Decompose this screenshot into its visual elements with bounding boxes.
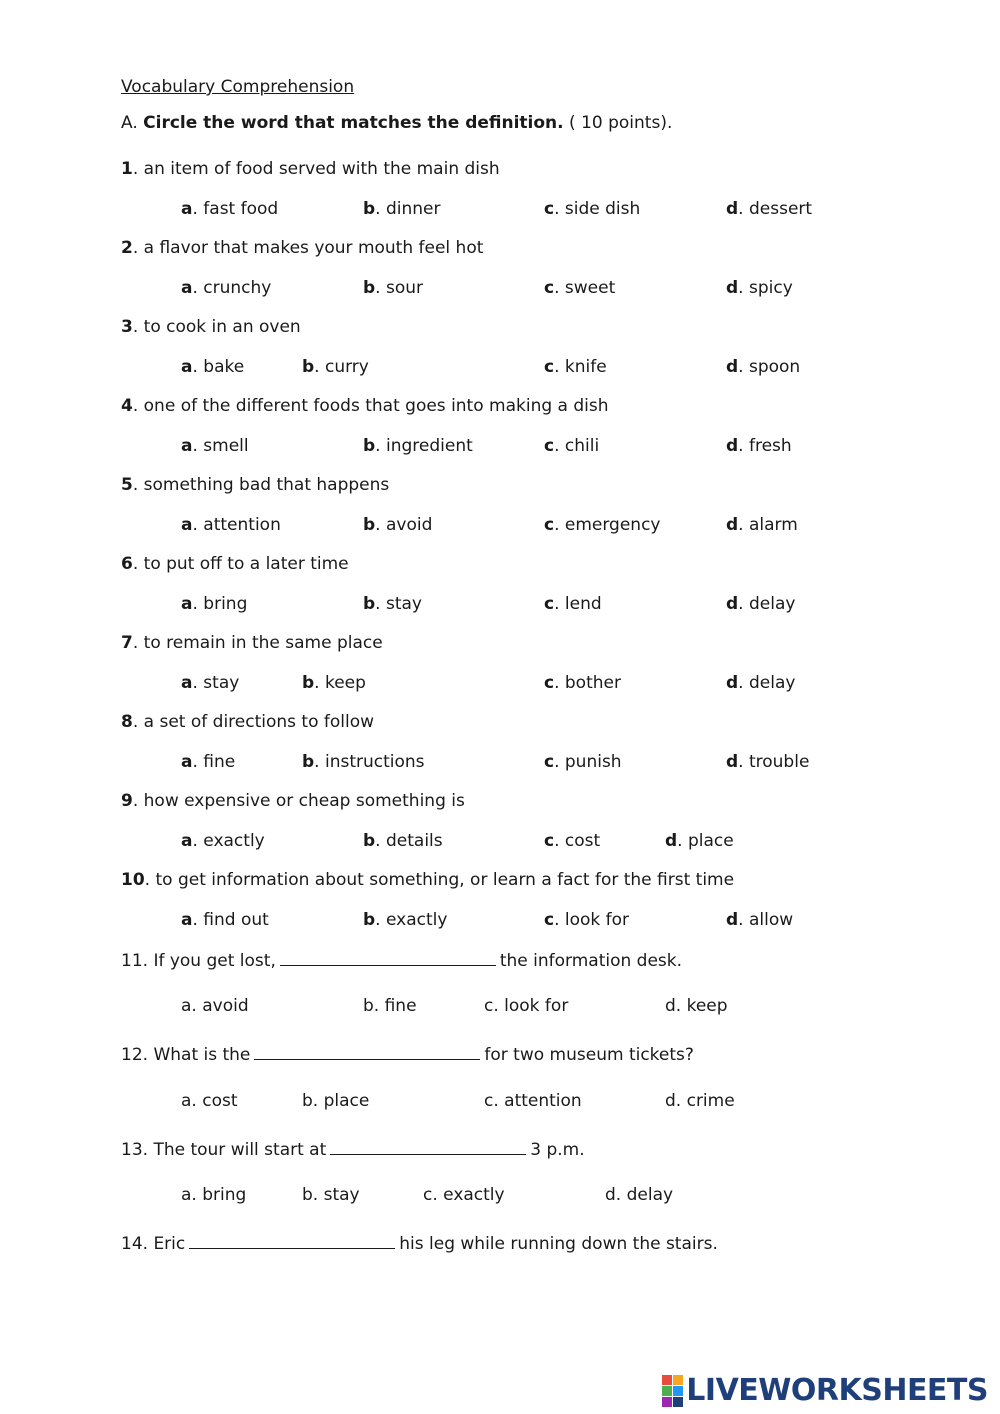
question-number: 3 — [121, 317, 133, 337]
question-text: . to put off to a later time — [132, 554, 349, 574]
question-13 — [121, 1138, 585, 1160]
q6-option-d[interactable]: d. delay — [726, 594, 796, 614]
q13-option-b[interactable]: b. stay — [302, 1185, 360, 1205]
q2-option-b[interactable]: b. sour — [363, 278, 424, 298]
q8-option-b[interactable]: b. instructions — [302, 752, 425, 772]
q3-option-a[interactable]: a. bake — [181, 357, 245, 377]
q7-option-b[interactable]: b. keep — [302, 673, 366, 693]
q5-option-c[interactable]: c. emergency — [544, 515, 661, 535]
question-8 — [121, 712, 374, 732]
q9-option-c[interactable]: c. cost — [544, 831, 601, 851]
question-text: . one of the different foods that goes into making a dish — [132, 396, 609, 416]
question-5 — [121, 475, 389, 495]
q1-option-a[interactable]: a. fast food — [181, 199, 279, 219]
q11-text-before: 11. If you get lost, — [121, 951, 276, 971]
q5-option-a[interactable]: a. attention — [181, 515, 281, 535]
question-text: . something bad that happens — [132, 475, 390, 495]
instruction-suffix: ( 10 points). — [569, 113, 673, 133]
q1-option-b[interactable]: b. dinner — [363, 199, 441, 219]
q6-option-b[interactable]: b. stay — [363, 594, 422, 614]
q14-text-after: his leg while running down the stairs. — [399, 1234, 718, 1254]
question-text: . to remain in the same place — [132, 633, 383, 653]
question-number: 7 — [121, 633, 133, 653]
logo-mark-icon — [662, 1375, 683, 1407]
instruction-prefix: A. — [121, 113, 138, 133]
q14-text-before: 14. Eric — [121, 1234, 186, 1254]
question-number: 8 — [121, 712, 133, 732]
q7-option-d[interactable]: d. delay — [726, 673, 796, 693]
q4-option-c[interactable]: c. chili — [544, 436, 600, 456]
q11-blank[interactable] — [280, 949, 496, 966]
question-12 — [121, 1043, 694, 1065]
worksheet-title: Vocabulary Comprehension — [121, 77, 355, 97]
question-number: 6 — [121, 554, 133, 574]
q8-option-a[interactable]: a. fine — [181, 752, 236, 772]
q3-option-b[interactable]: b. curry — [302, 357, 369, 377]
question-3 — [121, 317, 301, 337]
q11-text-after: the information desk. — [499, 951, 683, 971]
q12-text-before: 12. What is the — [121, 1045, 251, 1065]
question-number: 10 — [121, 870, 145, 890]
question-text: . to get information about something, or learn a fact for the first time — [144, 870, 735, 890]
q10-option-c[interactable]: c. look for — [544, 910, 630, 930]
q6-option-c[interactable]: c. lend — [544, 594, 602, 614]
q8-option-d[interactable]: d. trouble — [726, 752, 810, 772]
question-11 — [121, 949, 682, 971]
question-10 — [121, 870, 734, 890]
q9-option-b[interactable]: b. details — [363, 831, 443, 851]
q13-option-c[interactable]: c. exactly — [423, 1185, 505, 1205]
q12-option-a[interactable]: a. cost — [181, 1091, 238, 1111]
question-number: 1 — [121, 159, 133, 179]
q10-option-b[interactable]: b. exactly — [363, 910, 448, 930]
q2-option-a[interactable]: a. crunchy — [181, 278, 272, 298]
instruction — [121, 113, 672, 133]
q11-option-c[interactable]: c. look for — [484, 996, 569, 1016]
q7-option-c[interactable]: c. bother — [544, 673, 621, 693]
question-6 — [121, 554, 349, 574]
q13-text-before: 13. The tour will start at — [121, 1140, 327, 1160]
q12-option-d[interactable]: d. crime — [665, 1091, 735, 1111]
question-number: 9 — [121, 791, 133, 811]
question-1 — [121, 159, 500, 179]
q12-text-after: for two museum tickets? — [484, 1045, 694, 1065]
q1-option-c[interactable]: c. side dish — [544, 199, 641, 219]
q10-option-a[interactable]: a. find out — [181, 910, 269, 930]
q8-option-c[interactable]: c. punish — [544, 752, 622, 772]
question-text: . an item of food served with the main dish — [132, 159, 500, 179]
q1-option-d[interactable]: d. dessert — [726, 199, 813, 219]
liveworksheets-logo — [662, 1373, 988, 1408]
question-14 — [121, 1232, 718, 1254]
q5-option-b[interactable]: b. avoid — [363, 515, 433, 535]
q3-option-d[interactable]: d. spoon — [726, 357, 801, 377]
q10-option-d[interactable]: d. allow — [726, 910, 794, 930]
q7-option-a[interactable]: a. stay — [181, 673, 240, 693]
q4-option-a[interactable]: a. smell — [181, 436, 249, 456]
question-number: 4 — [121, 396, 133, 416]
question-number: 5 — [121, 475, 133, 495]
question-2 — [121, 238, 483, 258]
q9-option-d[interactable]: d. place — [665, 831, 734, 851]
q13-option-d[interactable]: d. delay — [605, 1185, 674, 1205]
q11-option-a[interactable]: a. avoid — [181, 996, 249, 1016]
question-text: . a set of directions to follow — [132, 712, 375, 732]
q11-option-d[interactable]: d. keep — [665, 996, 728, 1016]
q13-blank[interactable] — [330, 1138, 526, 1155]
question-number: 2 — [121, 238, 133, 258]
question-text: . a flavor that makes your mouth feel hot — [132, 238, 484, 258]
q6-option-a[interactable]: a. bring — [181, 594, 248, 614]
question-text: . how expensive or cheap something is — [132, 791, 465, 811]
question-7 — [121, 633, 383, 653]
logo-text: LIVEWORKSHEETS — [686, 1373, 988, 1408]
q4-option-b[interactable]: b. ingredient — [363, 436, 473, 456]
q11-option-b[interactable]: b. fine — [363, 996, 417, 1016]
q14-blank[interactable] — [189, 1232, 395, 1249]
question-4 — [121, 396, 609, 416]
q12-option-c[interactable]: c. attention — [484, 1091, 582, 1111]
q12-blank[interactable] — [254, 1043, 480, 1060]
q2-option-d[interactable]: d. spicy — [726, 278, 793, 298]
q2-option-c[interactable]: c. sweet — [544, 278, 616, 298]
question-text: . to cook in an oven — [132, 317, 301, 337]
instruction-bold: Circle the word that matches the definition. — [143, 113, 564, 133]
question-9 — [121, 791, 465, 811]
q5-option-d[interactable]: d. alarm — [726, 515, 798, 535]
q13-option-a[interactable]: a. bring — [181, 1185, 247, 1205]
q4-option-d[interactable]: d. fresh — [726, 436, 792, 456]
q3-option-c[interactable]: c. knife — [544, 357, 607, 377]
q13-text-after: 3 p.m. — [530, 1140, 585, 1160]
q9-option-a[interactable]: a. exactly — [181, 831, 265, 851]
q12-option-b[interactable]: b. place — [302, 1091, 370, 1111]
